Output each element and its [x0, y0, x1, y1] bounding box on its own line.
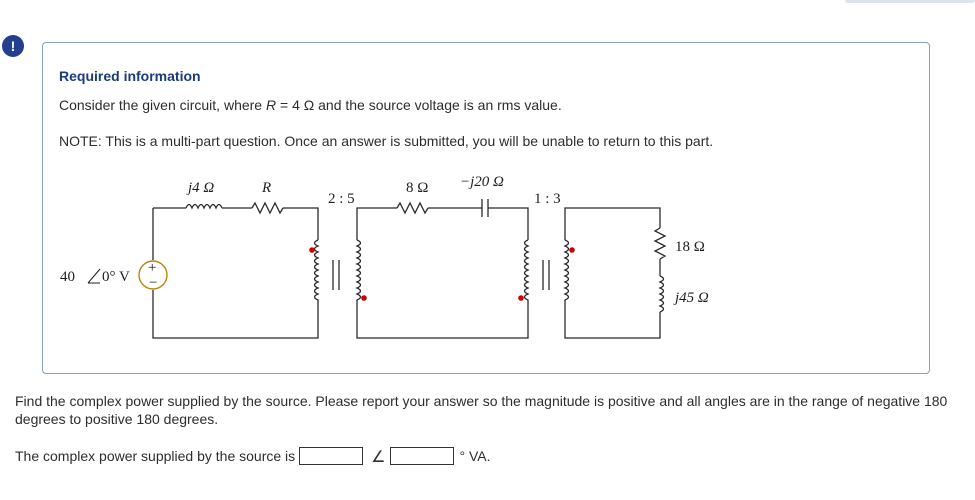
- source-plus: +: [148, 260, 157, 276]
- label-inductor-j45: j45 Ω: [675, 290, 709, 306]
- angle-mark: [88, 269, 100, 283]
- answer-label: The complex power supplied by the source is: [15, 448, 296, 464]
- xfmr1-dot-primary: [309, 247, 315, 253]
- angle-input[interactable]: [390, 447, 454, 465]
- wire-loop1-left-bottom: [153, 290, 318, 338]
- xfmr1-primary-coil: [315, 240, 319, 305]
- wire-res-xfmr1: [283, 208, 318, 240]
- xfmr2-secondary-coil: [565, 240, 569, 305]
- unit-label: ° VA.: [459, 448, 491, 464]
- wire-loop3-bottom: [565, 305, 660, 338]
- xfmr1-dot-secondary: [361, 295, 367, 301]
- label-resistor-18: 18 Ω: [675, 239, 705, 255]
- resistor-8-zigzag: [397, 203, 428, 213]
- intro-prefix: Consider the given circuit, where: [59, 97, 266, 113]
- resistor-18-zigzag: [655, 228, 665, 259]
- intro-var: R: [266, 97, 277, 113]
- source-label-mag: 40: [60, 269, 75, 285]
- wire-loop3-top: [565, 208, 660, 240]
- resistor-r-zigzag: [252, 203, 283, 213]
- wire-loop2-top-left: [357, 208, 397, 240]
- angle-icon: ∠: [371, 446, 386, 466]
- intro-suffix: and the source voltage is an rms value.: [314, 97, 562, 113]
- xfmr1-secondary-coil: [357, 240, 361, 305]
- source-label-ang: 0° V: [102, 269, 130, 285]
- wire-cap-xfmr2: [488, 208, 528, 240]
- info-title: Required information: [59, 68, 201, 84]
- xfmr2-dot-secondary: [569, 247, 575, 253]
- label-transformer-2: 1 : 3: [534, 191, 561, 207]
- xfmr2-primary-coil: [525, 240, 529, 305]
- source-minus: −: [149, 275, 158, 291]
- label-transformer-1: 2 : 5: [328, 191, 355, 207]
- label-resistor-r: R: [262, 180, 272, 196]
- answer-row: [15, 445, 491, 467]
- intro-eq: = 4 Ω: [276, 97, 315, 113]
- inductor-j45-coil: [660, 276, 664, 312]
- label-resistor-8: 8 Ω: [406, 180, 429, 196]
- magnitude-input[interactable]: [299, 447, 363, 465]
- question-text: Find the complex power supplied by the source. Please report your answer so the magnitude is positive and all angles are in the range of negative 180 degrees to positive 180 degrees.: [15, 393, 948, 427]
- label-capacitor: −j20 Ω: [460, 174, 504, 190]
- info-note: NOTE: This is a multi-part question. Once an answer is submitted, you will be unable to return to this part.: [59, 133, 714, 149]
- alert-icon: !: [2, 35, 24, 57]
- inductor-j4-coil: [186, 205, 222, 209]
- label-inductor-j4: j4 Ω: [188, 180, 215, 196]
- wire-loop2-bottom: [357, 305, 528, 338]
- xfmr2-dot-primary: [518, 295, 524, 301]
